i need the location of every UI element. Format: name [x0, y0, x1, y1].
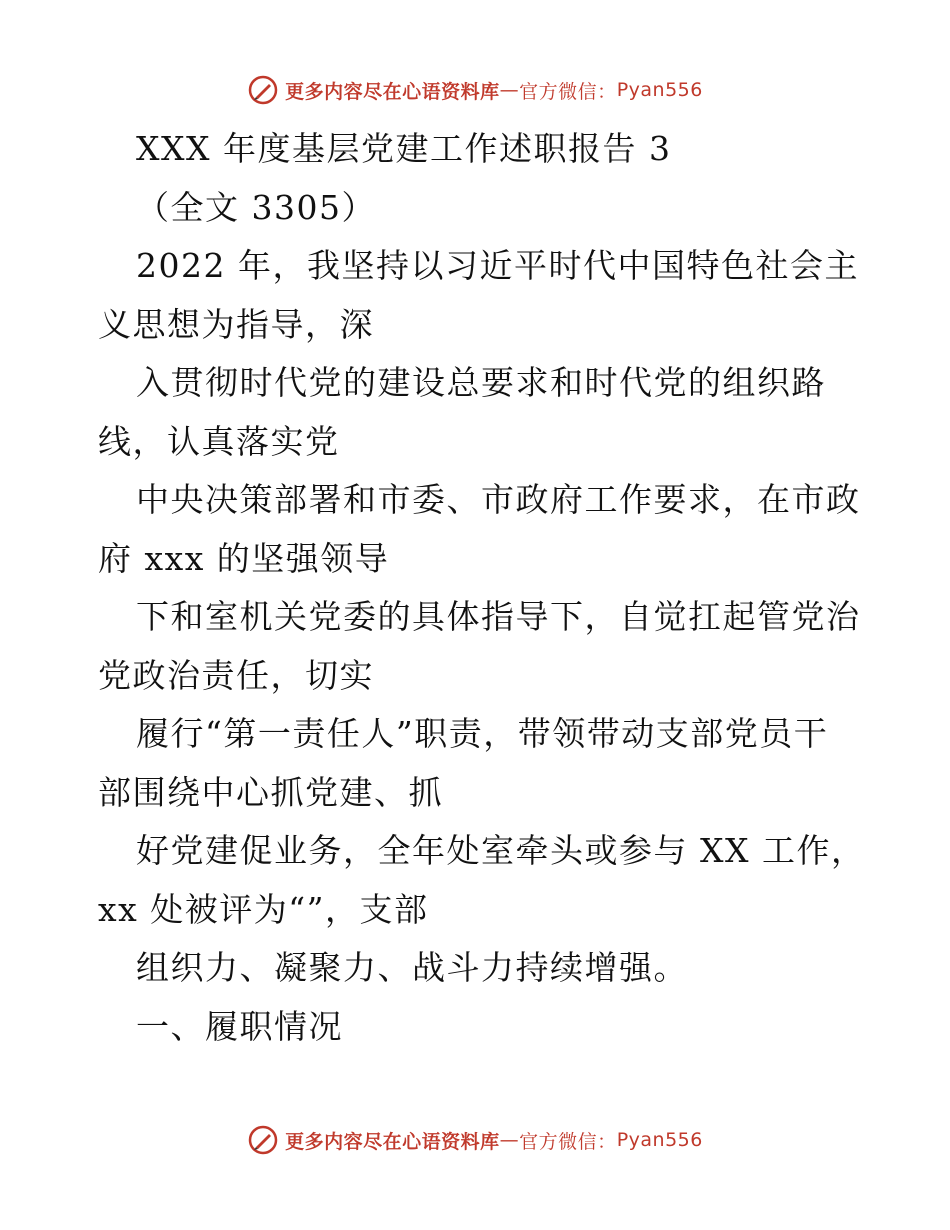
doc-line: 义思想为指导，深	[98, 304, 374, 344]
watermark-wechat-label: 官方微信：	[519, 1130, 617, 1153]
watermark-wechat-id: Pyan556	[616, 1129, 703, 1151]
watermark-dash: —	[499, 1129, 520, 1151]
doc-line: 线，认真落实党	[98, 421, 340, 461]
watermark-main-text: 更多内容尽在心语资料库	[285, 80, 500, 103]
doc-line: 组织力、凝聚力、战斗力持续增强。	[136, 948, 688, 987]
pen-logo-icon	[247, 74, 279, 106]
doc-line: 2022 年，我坚持以习近平时代中国特色社会主	[136, 246, 859, 285]
doc-line: 履行“第一责任人”职责，带领带动支部党员干	[136, 714, 829, 753]
doc-line: 党政治责任，切实	[98, 655, 374, 695]
pen-logo-icon	[247, 1124, 279, 1156]
watermark-dash: —	[499, 79, 520, 101]
doc-line: 下和室机关党委的具体指导下，自觉扛起管党治	[136, 597, 861, 636]
doc-line: xx 处被评为“”，支部	[98, 889, 429, 929]
doc-title: XXX 年度基层党建工作述职报告 3	[136, 129, 672, 168]
doc-line: 府 xxx 的坚强领导	[98, 538, 390, 578]
watermark-header	[0, 72, 950, 108]
doc-line: 中央决策部署和市委、市政府工作要求，在市政	[136, 480, 861, 519]
section-heading: 一、履职情况	[136, 1006, 343, 1046]
watermark-main-text: 更多内容尽在心语资料库	[285, 1130, 500, 1153]
watermark-wechat-id: Pyan556	[616, 79, 703, 101]
watermark-footer	[0, 1122, 950, 1158]
doc-word-count: （全文 3305）	[136, 187, 376, 227]
doc-line: 入贯彻时代党的建设总要求和时代党的组织路	[136, 363, 826, 402]
document-body	[98, 120, 866, 1056]
doc-line: 部围绕中心抓党建、抓	[98, 772, 443, 812]
doc-line: 好党建促业务，全年处室牵头或参与 XX 工作，	[136, 831, 866, 870]
watermark-wechat-label: 官方微信：	[519, 80, 617, 103]
